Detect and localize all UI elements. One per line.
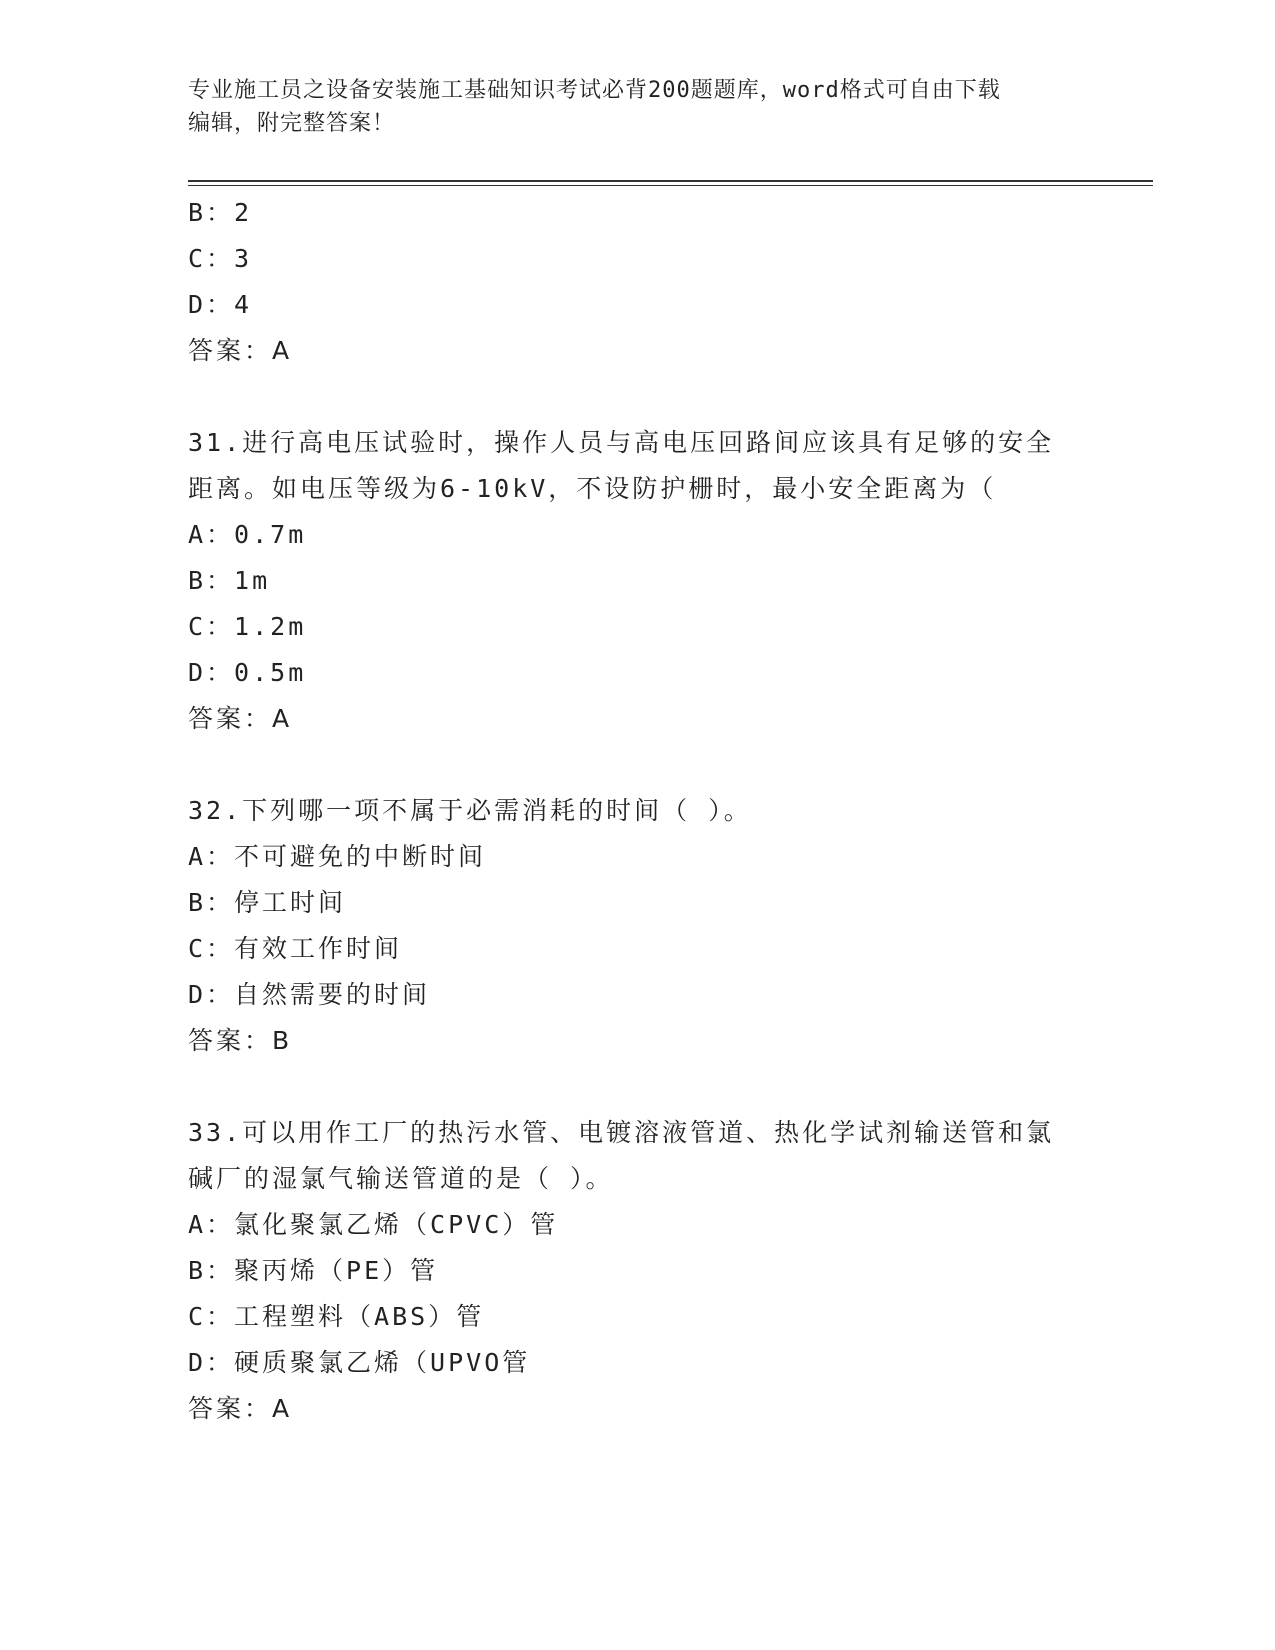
option-c: C：工程塑料（ABS）管 (188, 1302, 485, 1331)
option-a: A：0.7m (188, 520, 307, 549)
answer: 答案：A (188, 336, 293, 365)
question-text-line-1: 31.进行高电压试验时，操作人员与高电压回路间应该具有足够的安全 (188, 428, 1055, 457)
previous-question-tail (188, 190, 1088, 374)
option-d: D：0.5m (188, 658, 307, 687)
question-text-line-2: 距离。如电压等级为6-10kV，不设防护栅时，最小安全距离为（ (188, 474, 997, 503)
option-d: D：硬质聚氯乙烯（UPVO管 (188, 1348, 531, 1377)
question-31 (188, 420, 1088, 742)
question-text-line-1: 33.可以用作工厂的热污水管、电镀溶液管道、热化学试剂输送管和氯 (188, 1118, 1055, 1147)
option-b: B：2 (188, 198, 253, 227)
question-list (188, 190, 1088, 1432)
question-text-line-1: 32.下列哪一项不属于必需消耗的时间（ ）。 (188, 796, 752, 825)
option-d: D：自然需要的时间 (188, 980, 431, 1009)
header-divider-thin (188, 185, 1153, 186)
answer: 答案：B (188, 1026, 293, 1055)
option-c: C：3 (188, 244, 253, 273)
question-32 (188, 788, 1088, 1064)
question-33 (188, 1110, 1088, 1432)
header-title-line-1: 专业施工员之设备安装施工基础知识考试必背200题题库，word格式可自由下载 (188, 78, 1001, 103)
option-a: A：氯化聚氯乙烯（CPVC）管 (188, 1210, 559, 1239)
option-a: A：不可避免的中断时间 (188, 842, 487, 871)
option-b: B：停工时间 (188, 888, 347, 917)
document-header (188, 74, 1088, 140)
answer: 答案：A (188, 1394, 293, 1423)
option-c: C：有效工作时间 (188, 934, 403, 963)
option-b: B：1m (188, 566, 271, 595)
header-divider-thick (188, 180, 1153, 182)
option-c: C：1.2m (188, 612, 307, 641)
header-title-line-2: 编辑，附完整答案！ (188, 111, 396, 136)
question-text-line-2: 碱厂的湿氯气输送管道的是（ ）。 (188, 1164, 614, 1193)
option-b: B：聚丙烯（PE）管 (188, 1256, 439, 1285)
answer: 答案：A (188, 704, 293, 733)
option-d: D：4 (188, 290, 253, 319)
